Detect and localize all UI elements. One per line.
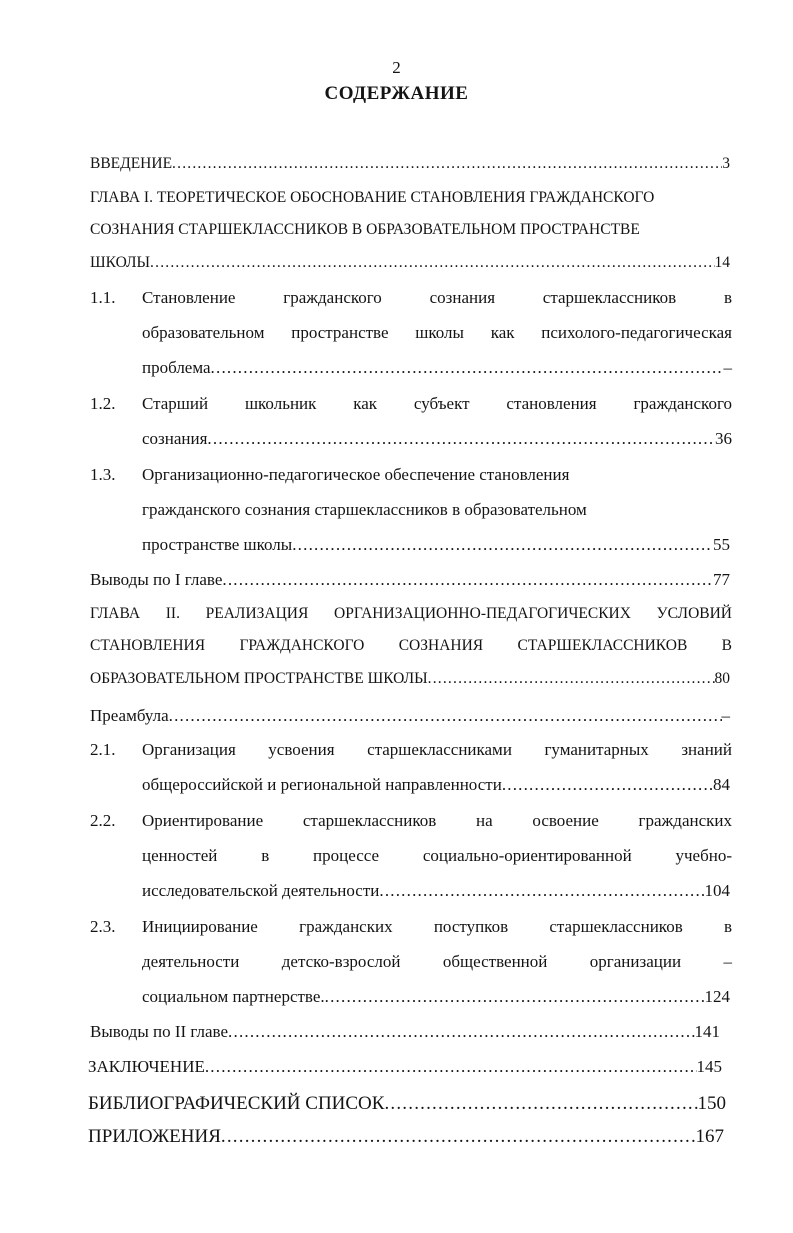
toc-chapter-1-line3[interactable]	[90, 246, 730, 280]
leader-dots	[172, 147, 722, 181]
toc-section-1-1-line3[interactable]	[142, 351, 732, 385]
toc-entry-preamble[interactable]	[90, 699, 730, 733]
toc-entry-text: исследовательской деятельности	[142, 881, 380, 900]
toc-section-1-3-line2[interactable]: гражданского сознания старшеклассников в образовательном	[142, 500, 587, 519]
toc-section-1-1-line1[interactable]: Становление гражданского сознания старшеклассников в	[142, 288, 732, 307]
toc-page-number: –	[721, 706, 730, 725]
toc-entry-text: ВВЕДЕНИЕ	[90, 155, 173, 172]
toc-section-2-3-line2[interactable]: деятельности детско-взрослой общественной организации –	[142, 952, 732, 971]
leader-dots	[325, 980, 705, 1014]
page-number: 2	[392, 58, 401, 77]
toc-entry-text: Преамбула	[90, 706, 169, 725]
leader-dots	[292, 528, 713, 562]
toc-page-number: 124	[704, 987, 730, 1006]
toc-chapter-2-line3[interactable]	[90, 662, 730, 696]
toc-entry-text: общероссийской и региональной направленности	[142, 775, 502, 794]
toc-section-number: 1.3.	[90, 465, 116, 484]
toc-page-number: 84	[713, 775, 730, 794]
toc-entry-text: ПРИЛОЖЕНИЯ	[88, 1126, 221, 1147]
toc-page-number: 55	[713, 535, 730, 554]
toc-section-1-3-line1[interactable]: Организационно-педагогическое обеспечение становления	[142, 465, 570, 484]
toc-section-2-3-line1[interactable]: Инициирование гражданских поступков старшеклассников в	[142, 917, 732, 936]
toc-entry-text: проблема	[142, 358, 211, 377]
toc-page-number: 36	[715, 429, 732, 448]
toc-page-number: 80	[714, 670, 730, 687]
toc-entry-text: Выводы по I главе	[90, 570, 223, 589]
toc-section-2-1-line1[interactable]: Организация усвоения старшеклассниками гуманитарных знаний	[142, 740, 732, 759]
toc-entry-appendices[interactable]	[88, 1120, 724, 1154]
toc-entry-conclusion[interactable]	[88, 1050, 722, 1084]
toc-section-number: 1.2.	[90, 394, 116, 413]
toc-chapter-2-line1[interactable]: ГЛАВА II. РЕАЛИЗАЦИЯ ОРГАНИЗАЦИОННО-ПЕДАГОГИЧЕСКИХ УСЛОВИЙ	[90, 605, 732, 622]
toc-entry-text: пространстве школы	[142, 535, 293, 554]
toc-page-number: 167	[695, 1126, 724, 1147]
leader-dots	[428, 662, 715, 696]
toc-page-number: 77	[713, 570, 730, 589]
leader-dots	[384, 1087, 697, 1121]
toc-entry-text: социальном партнерстве.	[142, 987, 325, 1006]
leader-dots	[222, 563, 713, 597]
toc-entry-text: сознания	[142, 429, 208, 448]
toc-section-2-2-line3[interactable]	[142, 874, 730, 908]
toc-section-number: 2.2.	[90, 811, 116, 830]
toc-page-number: 150	[697, 1093, 726, 1114]
toc-page-number: 141	[694, 1022, 720, 1041]
toc-entry-text: ШКОЛЫ	[90, 254, 151, 271]
toc-page-number: 145	[696, 1057, 722, 1076]
toc-section-number: 1.1.	[90, 288, 116, 307]
toc-chapter-2-line2[interactable]: СТАНОВЛЕНИЯ ГРАЖДАНСКОГО СОЗНАНИЯ СТАРШЕКЛАССНИКОВ В	[90, 637, 732, 654]
leader-dots	[150, 246, 714, 280]
toc-section-1-2-line1[interactable]: Старший школьник как субъект становления гражданского	[142, 394, 732, 413]
leader-dots	[169, 699, 722, 733]
toc-section-1-1-line2[interactable]: образовательном пространстве школы как психолого-педагогическая	[142, 323, 732, 342]
toc-page-number: –	[723, 358, 732, 377]
toc-entry-text: Выводы по II главе	[90, 1022, 229, 1041]
toc-page-number: 104	[704, 881, 730, 900]
toc-section-1-3-line3[interactable]	[142, 528, 730, 562]
toc-entry-text: ОБРАЗОВАТЕЛЬНОМ ПРОСТРАНСТВЕ ШКОЛЫ	[90, 670, 428, 687]
toc-entry-intro[interactable]	[90, 147, 730, 181]
toc-entry-text: БИБЛИОГРАФИЧЕСКИЙ СПИСОК	[88, 1093, 385, 1114]
toc-entry-text: ЗАКЛЮЧЕНИЕ	[88, 1057, 205, 1076]
leader-dots	[211, 351, 724, 385]
toc-section-2-1-line2[interactable]	[142, 768, 730, 802]
leader-dots	[221, 1120, 696, 1154]
leader-dots	[207, 422, 715, 456]
leader-dots	[228, 1015, 694, 1049]
toc-section-1-2-line2[interactable]	[142, 422, 732, 456]
toc-section-2-2-line2[interactable]: ценностей в процессе социально-ориентированной учебно-	[142, 846, 732, 865]
toc-page-number: 14	[714, 254, 730, 271]
toc-section-number: 2.1.	[90, 740, 116, 759]
toc-chapter-1-line2[interactable]: СОЗНАНИЯ СТАРШЕКЛАССНИКОВ В ОБРАЗОВАТЕЛЬНОМ ПРОСТРАНСТВЕ	[90, 221, 640, 238]
leader-dots	[205, 1050, 697, 1084]
leader-dots	[379, 874, 704, 908]
toc-entry-conclusions-1[interactable]	[90, 563, 730, 597]
toc-entry-conclusions-2[interactable]	[90, 1015, 720, 1049]
toc-section-2-3-line3[interactable]	[142, 980, 730, 1014]
toc-chapter-1-line1[interactable]: ГЛАВА I. ТЕОРЕТИЧЕСКОЕ ОБОСНОВАНИЕ СТАНОВЛЕНИЯ ГРАЖДАНСКОГО	[90, 189, 655, 206]
toc-page-number: 3	[722, 155, 730, 172]
leader-dots	[502, 768, 713, 802]
toc-entry-bibliography[interactable]	[88, 1087, 726, 1121]
toc-section-number: 2.3.	[90, 917, 116, 936]
page-title: СОДЕРЖАНИЕ	[324, 83, 469, 104]
toc-section-2-2-line1[interactable]: Ориентирование старшеклассников на освоение гражданских	[142, 811, 732, 830]
